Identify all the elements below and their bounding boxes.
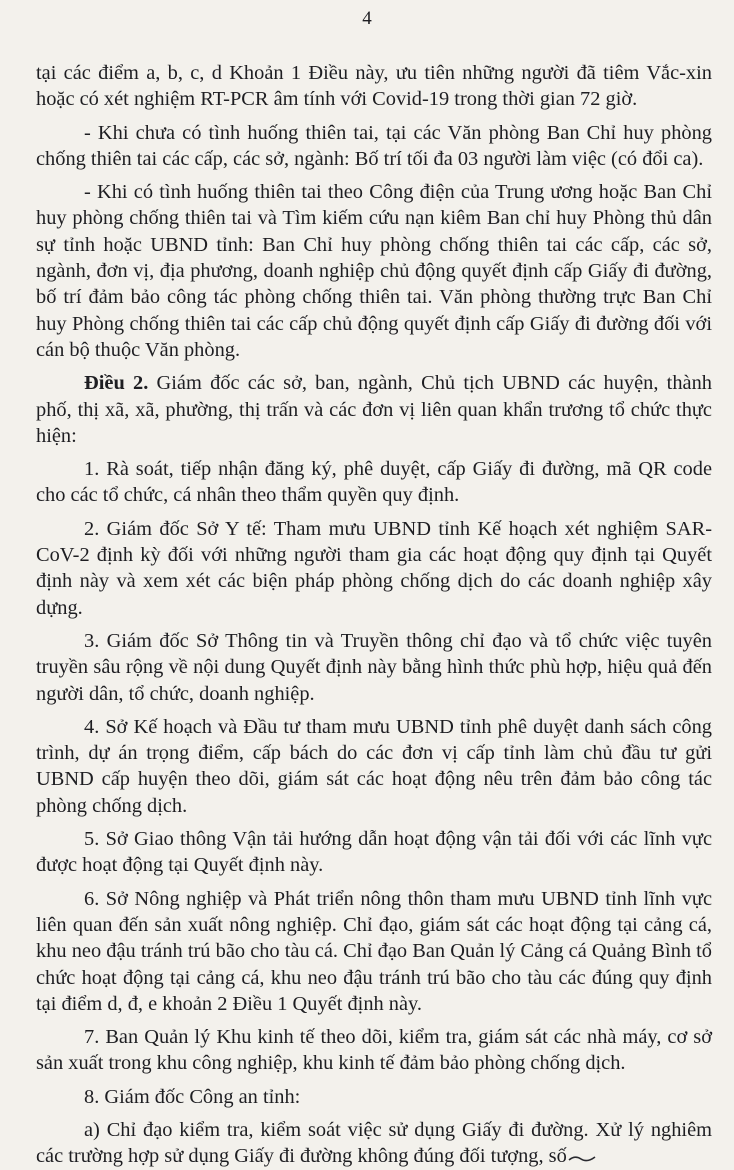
paragraph-continuation: tại các điểm a, b, c, d Khoản 1 Điều này, ưu tiên những người đã tiêm Vắc-xin hoặc có xét nghiệm RT-PCR âm tính với Covid-19 trong thời gian 72 giờ. [36, 62, 712, 111]
list-item: 7. Ban Quản lý Khu kinh tế theo dõi, kiểm tra, giám sát các nhà máy, cơ sở sản xuất trong khu công nghiệp, khu kinh tế đảm bảo phòng chống dịch. [36, 1026, 712, 1075]
list-item: 6. Sở Nông nghiệp và Phát triển nông thôn tham mưu UBND tỉnh lĩnh vực liên quan đến sản xuất nông nghiệp. Chỉ đạo, giám sát các hoạt động tại cảng cá, khu neo đậu tránh trú bão cho tàu cá. Chỉ đạo Ban Quản lý Cảng cá Quảng Bình tổ chức hoạt động tại cảng cá, khu neo đậu tránh trú bão cho tàu các đúng quy định tại điểm d, đ, e khoản 2 Điều 1 Quyết định này. [36, 887, 712, 1015]
list-item-last-text: a) Chỉ đạo kiểm tra, kiểm soát việc sử dụng Giấy đi đường. Xử lý nghiêm các trường hợp sử dụng Giấy đi đường không đúng đối tượng, số [36, 1118, 712, 1168]
list-item: 5. Sở Giao thông Vận tải hướng dẫn hoạt động vận tải đối với các lĩnh vực được hoạt động tại Quyết định này. [36, 828, 712, 877]
paragraph-no-disaster: - Khi chưa có tình huống thiên tai, tại các Văn phòng Ban Chỉ huy phòng chống thiên tai các cấp, các sở, ngành: Bố trí tối đa 03 người làm việc (có đổi ca). [36, 121, 712, 170]
pen-mark-icon [567, 1152, 597, 1164]
list-item-last [36, 1117, 712, 1170]
article-2-text: Giám đốc các sở, ban, ngành, Chủ tịch UBND các huyện, thành phố, thị xã, xã, phường, thị trấn và các đơn vị liên quan khẩn trương tổ chức thực hiện: [36, 372, 712, 447]
list-item: 3. Giám đốc Sở Thông tin và Truyền thông chỉ đạo và tổ chức việc tuyên truyền sâu rộng về nội dung Quyết định này bằng hình thức phù hợp, hiệu quả đến người dân, tổ chức, doanh nghiệp. [36, 629, 712, 705]
list-item: 4. Sở Kế hoạch và Đầu tư tham mưu UBND tỉnh phê duyệt danh sách công trình, dự án trọng điểm, cấp bách do các đơn vị cấp tỉnh làm chủ đầu tư gửi UBND cấp huyện theo dõi, giám sát các hoạt động nêu trên đảm bảo công tác phòng chống dịch. [36, 715, 712, 817]
paragraph-disaster: - Khi có tình huống thiên tai theo Công điện của Trung ương hoặc Ban Chỉ huy phòng chống thiên tai và Tìm kiếm cứu nạn kiêm Ban chỉ huy Phòng thủ dân sự tỉnh hoặc UBND tỉnh: Ban Chỉ huy phòng chống thiên tai các cấp, các sở, ngành, đơn vị, địa phương, doanh nghiệp chủ động quyết định cấp Giấy đi đường, bố trí đảm bảo công tác phòng chống thiên tai. Văn phòng thường trực Ban Chỉ huy Phòng chống thiên tai các cấp chủ động quyết định cấp Giấy đi đường đối với cán bộ thuộc Văn phòng. [36, 181, 712, 361]
list-item: 2. Giám đốc Sở Y tế: Tham mưu UBND tỉnh Kế hoạch xét nghiệm SAR-CoV-2 định kỳ đối với những người tham gia các hoạt động quy định tại Quyết định này và xem xét các biện pháp phòng chống dịch do các doanh nghiệp xây dựng. [36, 517, 712, 619]
page-number: 4 [362, 8, 372, 29]
article-2-label: Điều 2. [84, 372, 149, 395]
article-2 [36, 370, 712, 449]
list-item: 1. Rà soát, tiếp nhận đăng ký, phê duyệt, cấp Giấy đi đường, mã QR code cho các tổ chức, cá nhân theo thẩm quyền quy định. [36, 458, 712, 507]
list-item: 8. Giám đốc Công an tỉnh: [84, 1085, 301, 1108]
